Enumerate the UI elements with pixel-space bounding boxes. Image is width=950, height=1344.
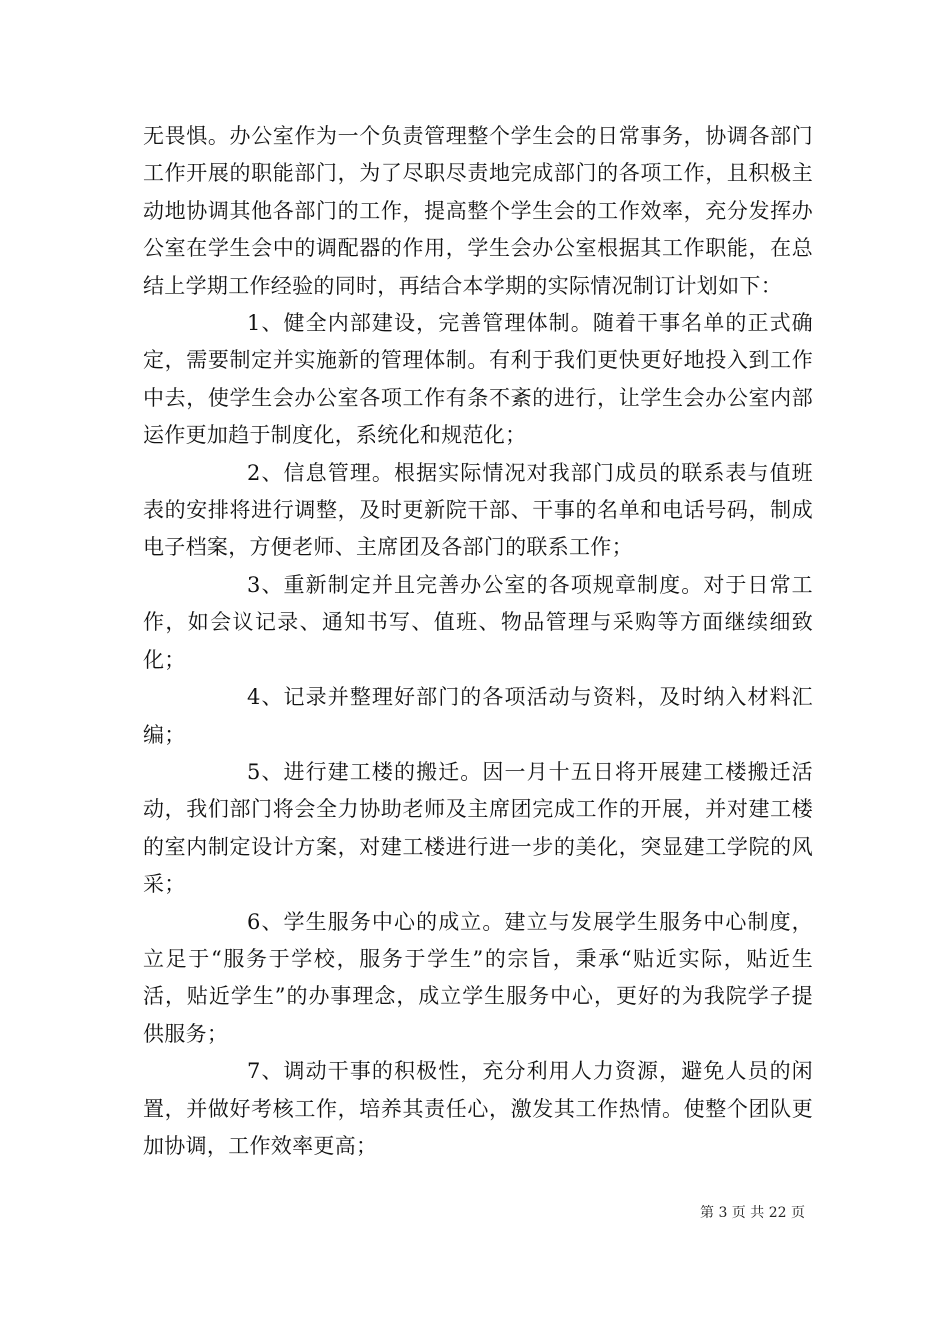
document-body (143, 118, 813, 1165)
paragraph-item-4: 4、记录并整理好部门的各项活动与资料，及时纳入材料汇编； (143, 685, 813, 747)
page-number-footer: 第 3 页 共 22 页 (700, 1205, 805, 1221)
paragraph-item-6: 6、学生服务中心的成立。建立与发展学生服务中心制度，立足于“服务于学校，服务于学生”的宗旨，秉承“贴近实际，贴近生活，贴近学生”的办事理念，成立学生服务中心，更好的为我院学子提供服务； (143, 909, 813, 1046)
paragraph-item-1: 1、健全内部建设，完善管理体制。随着干事名单的正式确定，需要制定并实施新的管理体制。有利于我们更快更好地投入到工作中去，使学生会办公室各项工作有条不紊的进行，让学生会办公室内部运作更加趋于制度化，系统化和规范化； (143, 311, 813, 448)
paragraph-item-2: 2、信息管理。根据实际情况对我部门成员的联系表与值班表的安排将进行调整，及时更新院干部、干事的名单和电话号码，制成电子档案，方便老师、主席团及各部门的联系工作； (143, 460, 813, 560)
paragraph-item-3: 3、重新制定并且完善办公室的各项规章制度。对于日常工作，如会议记录、通知书写、值班、物品管理与采购等方面继续细致化； (143, 572, 813, 672)
paragraph-item-7: 7、调动干事的积极性，充分利用人力资源，避免人员的闲置，并做好考核工作，培养其责任心，激发其工作热情。使整个团队更加协调，工作效率更高； (143, 1059, 813, 1158)
paragraph-item-5: 5、进行建工楼的搬迁。因一月十五日将开展建工楼搬迁活动，我们部门将会全力协助老师及主席团完成工作的开展，并对建工楼的室内制定设计方案，对建工楼进行进一步的美化，突显建工学院的风采； (143, 759, 813, 897)
paragraph-intro: 无畏惧。办公室作为一个负责管理整个学生会的日常事务，协调各部门工作开展的职能部门，为了尽职尽责地完成部门的各项工作，且积极主动地协调其他各部门的工作，提高整个学生会的工作效率，充分发挥办公室在学生会中的调配器的作用，学生会办公室根据其工作职能，在总结上学期工作经验的同时，再结合本学期的实际情况制订计划如下： (143, 124, 813, 298)
